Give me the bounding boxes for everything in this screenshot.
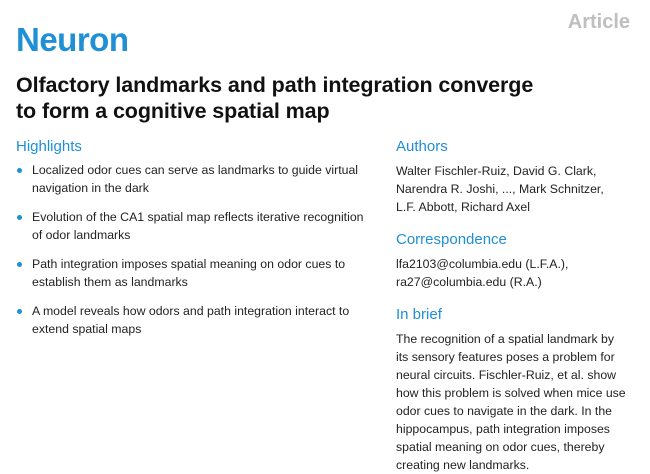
article-title [16, 72, 636, 124]
in-brief-line: hippocampus, path integration imposes [396, 422, 610, 436]
bullet-dot-icon [17, 215, 22, 220]
highlight-item [16, 256, 381, 291]
in-brief-section [396, 305, 641, 474]
article-title-line-2: to form a cognitive spatial map [16, 99, 330, 123]
authors-section [396, 137, 641, 216]
correspondence-heading: Correspondence [396, 231, 507, 248]
article-title-line-1: Olfactory landmarks and path integration converge [16, 73, 534, 97]
journal-name: Neuron [16, 21, 129, 58]
highlights-section [16, 137, 381, 350]
in-brief-line: spatial meaning on odor cues, thereby [396, 440, 605, 454]
in-brief-line: neural circuits. Fischler-Ruiz, et al. show [396, 368, 617, 382]
author-list-line: Walter Fischler-Ruiz, David G. Clark, [396, 164, 597, 178]
authors-heading: Authors [396, 138, 448, 155]
article-type-label: Article [567, 11, 630, 33]
in-brief-text [396, 330, 641, 474]
highlight-item [16, 162, 381, 197]
highlight-text-line: extend spatial maps [32, 321, 142, 336]
in-brief-line: how this problem is solved when mice use [396, 386, 626, 400]
highlight-text-line: A model reveals how odors and path integration interact to [32, 304, 350, 318]
bullet-dot-icon [17, 262, 22, 267]
in-brief-line: odor cues to navigate in the dark. In the [396, 404, 613, 418]
highlight-text-line: Path integration imposes spatial meaning on odor cues to [32, 257, 346, 271]
author-list-line: L.F. Abbott, Richard Axel [396, 200, 530, 214]
highlight-text-line: Evolution of the CA1 spatial map reflects iterative recognition [32, 210, 364, 224]
bullet-dot-icon [17, 168, 22, 173]
correspondence-section [396, 230, 641, 291]
author-list-line: Narendra R. Joshi, ..., Mark Schnitzer, [396, 182, 604, 196]
highlight-item [16, 209, 381, 244]
highlight-text-line: of odor landmarks [32, 227, 131, 242]
highlight-text-line: Localized odor cues can serve as landmarks to guide virtual [32, 163, 359, 177]
in-brief-line: creating new landmarks. [396, 458, 530, 472]
highlight-item [16, 303, 381, 338]
highlights-heading: Highlights [16, 138, 82, 155]
in-brief-line: The recognition of a spatial landmark by [396, 332, 615, 346]
highlight-text-line: establish them as landmarks [32, 274, 188, 289]
correspondence-email[interactable]: lfa2103@columbia.edu (L.F.A.), [396, 257, 569, 271]
sidebar-column [396, 137, 641, 474]
highlight-text-line: navigation in the dark [32, 180, 149, 195]
bullet-dot-icon [17, 309, 22, 314]
in-brief-heading: In brief [396, 306, 442, 323]
in-brief-line: its sensory features poses a problem for [396, 350, 615, 364]
correspondence-email[interactable]: ra27@columbia.edu (R.A.) [396, 275, 542, 289]
